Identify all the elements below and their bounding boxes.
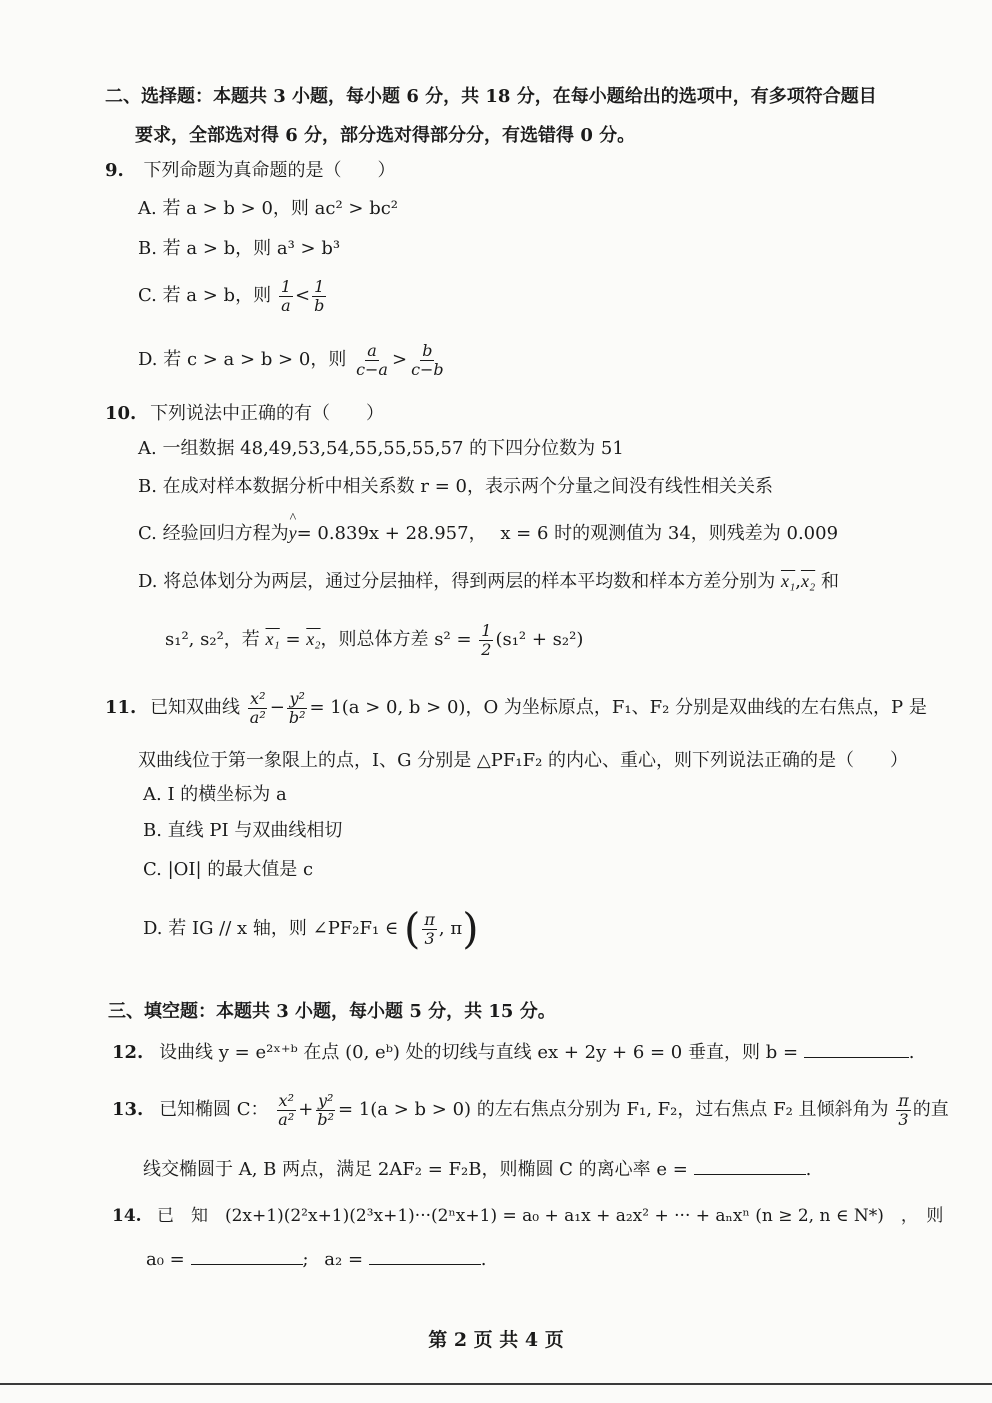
q10-option-d-line2-prefix: s₁², s₂²，若 xyxy=(165,629,260,651)
page-footer: 第 2 页 共 4 页 xyxy=(428,1329,564,1351)
q11-stem-line2: 双曲线位于第一象限上的点，I、G 分别是 △PF₁F₂ 的内心、重心，则下列说法正确的是（ ） xyxy=(138,750,909,771)
q11-stem-row: 11. 已知双曲线 $\frac{\text{x²}}{\text{a²}}$ − $\frac{\text{y²}}{\text{b²}}$ = 1(a > 0, b > 0)，O 为坐标原点，F₁、F₂ 分别是双曲线的左右焦点，P 是 xyxy=(105,689,927,727)
section2-header-line2: 要求，全部选对得 6 分，部分选对得部分分，有选错得 0 分。 xyxy=(135,125,636,146)
q11-stem-suffix: = 1(a > 0, b > 0)，O 为坐标原点，F₁、F₂ 分别是双曲线的左右焦点，P 是 xyxy=(309,697,927,719)
x1-bar: x₁ xyxy=(780,571,796,591)
left-paren: ( xyxy=(404,904,421,953)
q14-a2-blank[interactable] xyxy=(369,1250,481,1265)
q9-option-a: A. 若 a > b > 0，则 ac² > bc² xyxy=(138,198,399,219)
fraction-1-over-a: $\frac{1}{a}$ xyxy=(280,277,291,315)
q10-option-d-line2-mid: ，则总体方差 s² = xyxy=(320,629,472,651)
section3-header: 三、填空题：本题共 3 小题，每小题 5 分，共 15 分。 xyxy=(108,1001,556,1022)
x2-bar: x₂ xyxy=(800,571,816,591)
q11-stem-prefix: 已知双曲线 xyxy=(150,697,241,719)
q14-row xyxy=(112,1208,943,1225)
q10-stem-row xyxy=(105,405,384,423)
q10-number: 10. xyxy=(105,403,137,424)
q13-row: 13. 已知椭圆 C： $\frac{\text{x²}}{\text{a²}}$ + $\frac{\text{y²}}{\text{b²}}$ = 1(a > b > 0) 的左右焦点分别为 F₁, F₂，过右焦点 F₂ 且倾斜角为 $\frac{\pi}{3}$ 的直 xyxy=(112,1091,949,1129)
q9-option-d-prefix: D. 若 c > a > b > 0，则 xyxy=(138,349,347,371)
fraction-1-over-b: $\frac{1}{b}$ xyxy=(314,277,325,315)
q9-option-c-prefix: C. 若 a > b，则 xyxy=(138,285,272,307)
q12-row: 12. 设曲线 y = e²ˣ⁺ᵇ 在点 (0, eᵇ) 处的切线与直线 ex + 2y + 6 = 0 垂直，则 b = . xyxy=(112,1042,915,1063)
q10-option-c-eq: = 0.839x + 28.957， xyxy=(296,523,487,544)
q10-stem: 下列说法中正确的有（ ） xyxy=(150,403,385,424)
fraction-pi-over-3: $\frac{\pi}{3}$ xyxy=(424,909,435,948)
q13-line2-text: 线交椭圆于 A, B 两点，满足 2AF₂ = F₂B，则椭圆 C 的离心率 e = xyxy=(143,1159,688,1180)
q9-option-d: D. 若 c > a > b > 0，则 $\frac{a}{c-a}$ > $\frac{b}{c-b}$ xyxy=(138,341,444,379)
q11-option-d: D. 若 IG // x 轴，则 ∠PF₂F₁ ∈ ( $\frac{\pi}{3}$ , π) xyxy=(143,904,479,953)
q9-option-c: C. 若 a > b，则 $\frac{1}{a}$ < $\frac{1}{b}$ xyxy=(138,277,325,315)
q13-line2: 线交椭圆于 A, B 两点，满足 2AF₂ = F₂B，则椭圆 C 的离心率 e = . xyxy=(143,1159,812,1180)
q10-option-d-text: D. 将总体划分为两层，通过分层抽样，得到两层的样本平均数和样本方差分别为 xyxy=(138,571,776,592)
q9-stem: 下列命题为真命题的是（ ） xyxy=(143,160,396,181)
q10-option-a: A. 一组数据 48,49,53,54,55,55,55,57 的下四分位数为 51 xyxy=(138,438,624,459)
q11-option-d-prefix: D. 若 IG // x 轴，则 ∠PF₂F₁ ∈ xyxy=(143,918,399,939)
q9-stem-row xyxy=(105,162,396,180)
q10-option-c-suffix: x = 6 时的观测值为 34，则残差为 0.009 xyxy=(500,523,839,544)
q13-stem-end: 的直 xyxy=(912,1099,949,1121)
q14-text: 已 知 (2x+1)(2²x+1)(2³x+1)···(2ⁿx+1) = a₀ + a₁x + a₂x² + ··· + aₙxⁿ (n ≥ 2, n ∈ N*) ， 则 xyxy=(156,1206,944,1226)
q13-stem-suffix: = 1(a > b > 0) 的左右焦点分别为 F₁, F₂，过右焦点 F₂ 且倾斜角为 xyxy=(338,1099,889,1121)
q13-answer-blank[interactable] xyxy=(694,1160,806,1175)
fraction-a-over-c-minus-a: $\frac{a}{c-a}$ xyxy=(356,341,388,379)
q10-option-d-line1: D. 将总体划分为两层，通过分层抽样，得到两层的样本平均数和样本方差分别为 x₁,x₂ 和 xyxy=(138,571,839,592)
q10-option-d-and: 和 xyxy=(820,571,839,592)
q14-number: 14. xyxy=(112,1206,142,1226)
q10-option-b: B. 在成对样本数据分析中相关系数 r = 0，表示两个分量之间没有线性相关关系 xyxy=(138,476,773,497)
q12-text: 设曲线 y = e²ˣ⁺ᵇ 在点 (0, eᵇ) 处的切线与直线 ex + 2y + 6 = 0 垂直，则 b = xyxy=(159,1042,799,1063)
q12-answer-blank[interactable] xyxy=(804,1043,909,1058)
q11-option-b: B. 直线 PI 与双曲线相切 xyxy=(143,820,343,841)
q9-number: 9. xyxy=(105,160,124,181)
section2-header-line1: 二、选择题：本题共 3 小题，每小题 6 分，共 18 分，在每小题给出的选项中，有多项符合题目 xyxy=(105,86,877,107)
fraction-pi-over-3-angle: $\frac{\pi}{3}$ xyxy=(898,1091,909,1129)
q10-option-d-line2: s₁², s₂²，若 x₁ = x₂，则总体方差 s² = $\frac{1}{2}$ (s₁² + s₂²) xyxy=(165,621,584,659)
scan-edge-line xyxy=(0,1383,992,1385)
q11-number: 11. xyxy=(105,697,137,719)
q14-a0-blank[interactable] xyxy=(191,1250,303,1265)
q14-a2-label: a₂ = xyxy=(324,1249,364,1270)
q13-stem-prefix: 已知椭圆 C： xyxy=(159,1099,269,1121)
q12-number: 12. xyxy=(112,1042,144,1063)
q14-answers-row: a₀ = ; a₂ = . xyxy=(146,1249,487,1270)
q11-option-c: C. |OI| 的最大值是 c xyxy=(143,859,314,880)
q9-option-b: B. 若 a > b，则 a³ > b³ xyxy=(138,238,341,259)
q10-option-d-line2-suffix: (s₁² + s₂²) xyxy=(495,629,584,651)
right-paren: ) xyxy=(462,904,479,953)
x2-bar-2: x₂ xyxy=(306,629,321,650)
q10-option-c-prefix: C. 经验回归方程为 xyxy=(138,523,289,544)
q13-number: 13. xyxy=(112,1099,144,1121)
fraction-y2-over-b2-ellipse: $\frac{\text{y²}}{\text{b²}}$ xyxy=(317,1091,334,1129)
fraction-x2-over-a2: $\frac{\text{x²}}{\text{a²}}$ xyxy=(249,689,266,727)
x1-bar-2: x₁ xyxy=(265,629,280,650)
fraction-y2-over-b2: $\frac{\text{y²}}{\text{b²}}$ xyxy=(288,689,306,727)
fraction-one-half: $\frac{1}{2}$ xyxy=(481,621,492,659)
y-hat: ^ y xyxy=(289,524,297,542)
fraction-x2-over-a2-ellipse: $\frac{\text{x²}}{\text{a²}}$ xyxy=(278,1091,295,1129)
q14-a0-label: a₀ = xyxy=(146,1249,185,1270)
fraction-b-over-c-minus-b: $\frac{b}{c-b}$ xyxy=(411,341,444,379)
q11-option-a: A. I 的横坐标为 a xyxy=(143,784,287,805)
q10-option-c xyxy=(138,524,838,543)
